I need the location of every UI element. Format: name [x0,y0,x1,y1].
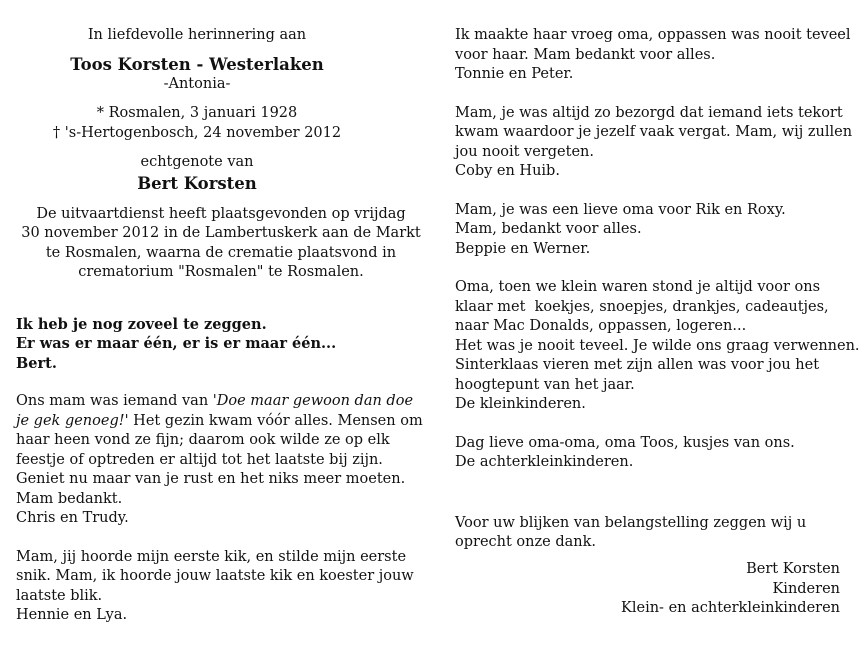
message-signature: Beppie en Werner. [455,240,591,257]
spouse-label: echtgenote van [140,154,254,170]
thanks-paragraph [455,514,850,553]
message-line: Geniet nu maar van je rust en het niks meer moeten. [16,471,406,487]
service-line: crematorium "Rosmalen" te Rosmalen. [78,264,364,280]
message-line [16,412,426,432]
signature-line: Klein- en achterkleinkinderen [621,600,840,616]
spouse-name: Bert Korsten [137,173,257,193]
message-signature: De kleinkinderen. [455,396,586,412]
message-line: Dag lieve oma-oma, oma Toos, kusjes van ons. [455,434,795,451]
thanks-line: Voor uw blijken van belangstelling zeggen wij u [455,514,807,531]
message-line: haar heen vond ze fijn; daarom ook wilde ze op elk [16,432,390,448]
signature-line: Bert Korsten [746,561,840,577]
message-line: klaar met koekjes, snoepjes, drankjes, cadeautjes, [455,298,829,315]
message-line: Mam bedankt. [16,490,123,507]
thanks-line: oprecht onze dank. [455,534,596,550]
message-achterkleinkinderen [455,434,850,473]
message-line: snik. Mam, ik hoorde jouw laatste kik en koester jouw [16,568,414,584]
message-line: Mam, je was een lieve oma voor Rik en Roxy. [455,201,786,218]
message-tonnie-peter [455,26,850,85]
message-line: Mam, jij hoorde mijn eerste kik, en stilde mijn eerste [16,548,407,565]
message-line: Ik maakte haar vroeg oma, oppassen was nooit teveel [455,27,851,43]
header-block [17,26,377,194]
service-line: 30 november 2012 in de Lambertuskerk aan de Markt [21,225,421,241]
spouse-message-line: Bert. [16,354,57,372]
service-paragraph [16,205,426,283]
message-chris-trudy [16,392,426,529]
deceased-name: Toos Korsten - Westerlaken [70,54,324,74]
death-line: † 's-Hertogenbosch, 24 november 2012 [52,124,342,141]
service-line: De uitvaartdienst heeft plaatsgevonden op vrijdag [36,205,406,222]
deceased-alias: -Antonia- [163,75,231,92]
message-beppie-werner [455,201,850,260]
quote-text: 'Doe maar gewoon dan doe [212,393,414,409]
message-line: Het was je nooit teveel. Je wilde ons graag verwennen. [455,337,860,354]
message-hennie-lya [16,548,426,626]
birth-line: * Rosmalen, 3 januari 1928 [96,105,298,121]
message-line: Oma, toen we klein waren stond je altijd voor ons [455,279,821,295]
message-line: jou nooit vergeten. [455,143,594,160]
spouse-message [16,315,426,374]
message-signature: Chris en Trudy. [16,510,129,526]
message-line: kwam waardoor je jezelf vaak vergat. Mam, wij zullen [455,124,853,140]
message-line: voor haar. Mam bedankt voor alles. [455,46,716,63]
right-column [455,26,860,553]
message-line: Sinterklaas vieren met zijn allen was voor jou het [455,357,820,373]
message-signature: Coby en Huib. [455,163,560,179]
message-text: Ons mam was iemand van [16,393,213,409]
family-signature [621,560,840,619]
dates-block [17,104,377,143]
message-kleinkinderen [455,278,860,415]
intro-line: In liefdevolle herinnering aan [87,27,307,43]
left-column [16,26,426,626]
message-signature: Tonnie en Peter. [455,66,574,82]
message-line: laatste blik. [16,587,103,604]
message-line [16,392,426,412]
message-line: hoogtepunt van het jaar. [455,376,635,393]
signature-line: Kinderen [772,580,840,597]
message-line: Mam, bedankt voor alles. [455,221,642,237]
message-coby-huib [455,104,853,182]
spouse-message-line: Ik heb je nog zoveel te zeggen. [16,315,267,333]
message-signature: De achterkleinkinderen. [455,454,634,470]
message-text: Het gezin kwam vóór alles. Mensen om [128,412,423,429]
message-line: Mam, je was altijd zo bezorgd dat iemand iets tekort [455,104,843,121]
service-line: te Rosmalen, waarna de crematie plaatsvond in [45,244,397,261]
message-line: feestje of optreden er altijd tot het laatste bij zijn. [16,451,383,468]
quote-text: je gek genoeg!' [16,412,129,429]
message-line: naar Mac Donalds, oppassen, logeren... [455,318,747,334]
spouse-message-line: Er was er maar één, er is er maar één... [16,335,337,352]
message-signature: Hennie en Lya. [16,607,128,623]
